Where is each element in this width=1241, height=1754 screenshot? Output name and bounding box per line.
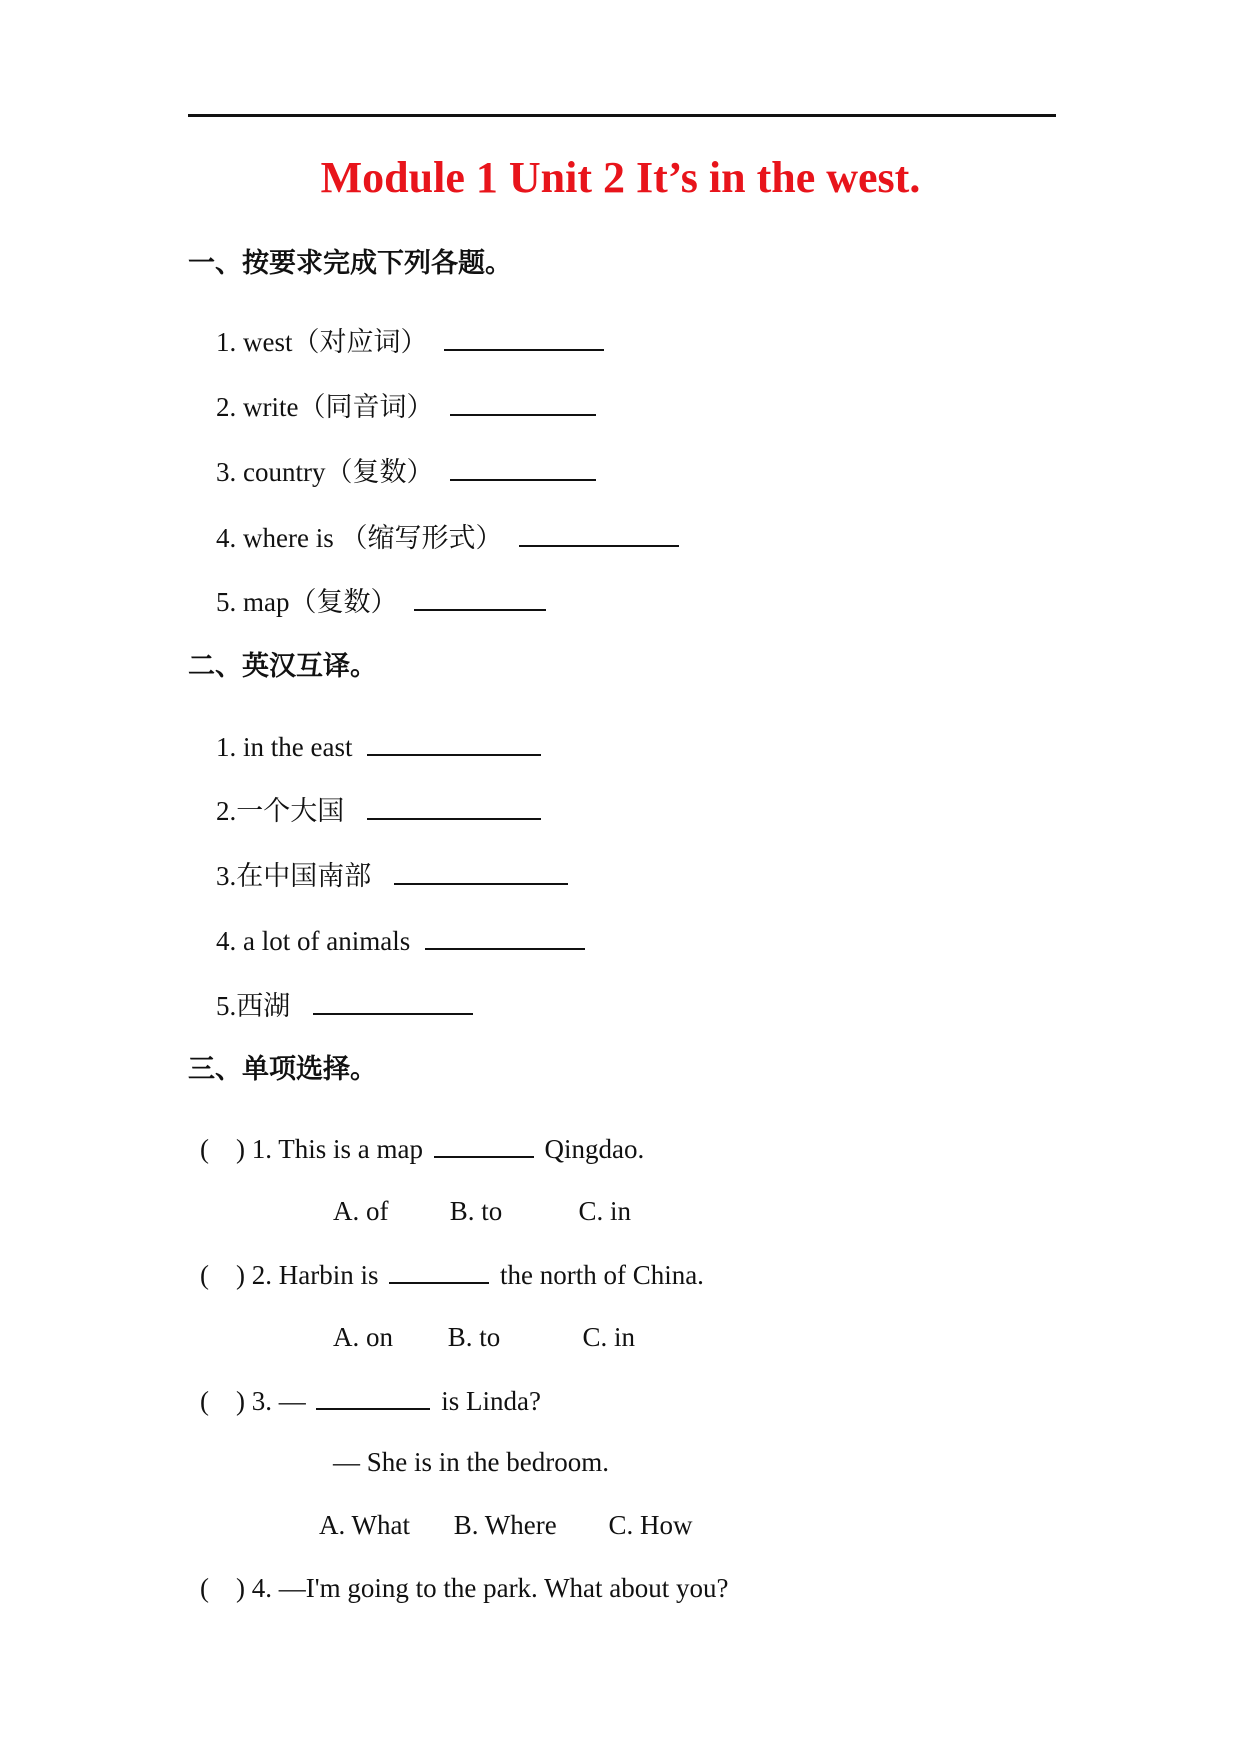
exercise-item [216, 451, 596, 492]
answer-paren[interactable]: ( ) [200, 1260, 245, 1290]
item-text: 1. in the east [216, 732, 353, 762]
exercise-item [216, 517, 679, 558]
option-a[interactable]: A. on [333, 1322, 393, 1352]
option-b[interactable]: B. to [447, 1322, 501, 1352]
answer-blank[interactable] [450, 386, 596, 416]
section-heading-3: 三、单项选择。 [188, 1054, 377, 1084]
answer-blank[interactable] [414, 581, 546, 611]
option-c[interactable]: C. How [608, 1510, 693, 1540]
question-stem-end: is Linda? [441, 1386, 541, 1416]
item-text: 3. country（复数） [216, 457, 434, 487]
question-reply: — She is in the bedroom. [333, 1447, 609, 1477]
option-a[interactable]: A. What [319, 1510, 410, 1540]
question-stem: 1. This is a map [251, 1134, 423, 1164]
answer-paren[interactable]: ( ) [200, 1573, 245, 1603]
question-stem: 3. — [251, 1386, 306, 1416]
exercise-item [216, 855, 568, 896]
item-text: 2.一个大国 [216, 796, 345, 826]
exercise-item [216, 581, 546, 622]
option-c[interactable]: C. in [578, 1196, 632, 1226]
question-blank [316, 1380, 430, 1410]
item-text: 5.西湖 [216, 991, 291, 1021]
question-blank [389, 1254, 489, 1284]
exercise-item [216, 386, 596, 427]
answer-blank[interactable] [367, 726, 541, 756]
choice-options [333, 1317, 635, 1357]
question-stem-end: Qingdao. [544, 1134, 645, 1164]
question-stem-end: the north of China. [499, 1260, 704, 1290]
question-stem: 4. —I'm going to the park. What about you? [251, 1573, 729, 1603]
exercise-item [216, 985, 473, 1026]
answer-blank[interactable] [394, 855, 568, 885]
item-text: 3.在中国南部 [216, 861, 372, 891]
option-b[interactable]: B. Where [453, 1510, 557, 1540]
option-b[interactable]: B. to [449, 1196, 503, 1226]
answer-blank[interactable] [425, 920, 585, 950]
item-text: 4. a lot of animals [216, 926, 411, 956]
exercise-item [216, 790, 541, 831]
option-a[interactable]: A. of [333, 1196, 389, 1226]
question-stem: 2. Harbin is [251, 1260, 379, 1290]
question-blank [434, 1128, 534, 1158]
option-c[interactable]: C. in [582, 1322, 636, 1352]
answer-blank[interactable] [519, 517, 679, 547]
choice-options [319, 1505, 693, 1545]
answer-paren[interactable]: ( ) [200, 1386, 245, 1416]
page-title: Module 1 Unit 2 It’s in the west. [320, 153, 921, 202]
answer-blank[interactable] [444, 321, 604, 351]
item-text: 2. write（同音词） [216, 392, 434, 422]
section-heading-2: 二、英汉互译。 [188, 651, 377, 681]
choice-question [200, 1128, 644, 1169]
answer-paren[interactable]: ( ) [200, 1134, 245, 1164]
item-text: 4. where is （缩写形式） [216, 523, 503, 553]
choice-options [333, 1191, 631, 1231]
exercise-item [216, 920, 585, 961]
exercise-item [216, 321, 604, 362]
answer-blank[interactable] [450, 451, 596, 481]
item-text: 5. map（复数） [216, 587, 398, 617]
answer-blank[interactable] [313, 985, 473, 1015]
item-text: 1. west（对应词） [216, 327, 428, 357]
header-rule [188, 114, 1056, 117]
choice-question [200, 1568, 729, 1608]
choice-question [200, 1254, 704, 1295]
section-heading-1: 一、按要求完成下列各题。 [188, 248, 512, 278]
exercise-item [216, 726, 541, 767]
answer-blank[interactable] [367, 790, 541, 820]
choice-question [200, 1380, 541, 1421]
